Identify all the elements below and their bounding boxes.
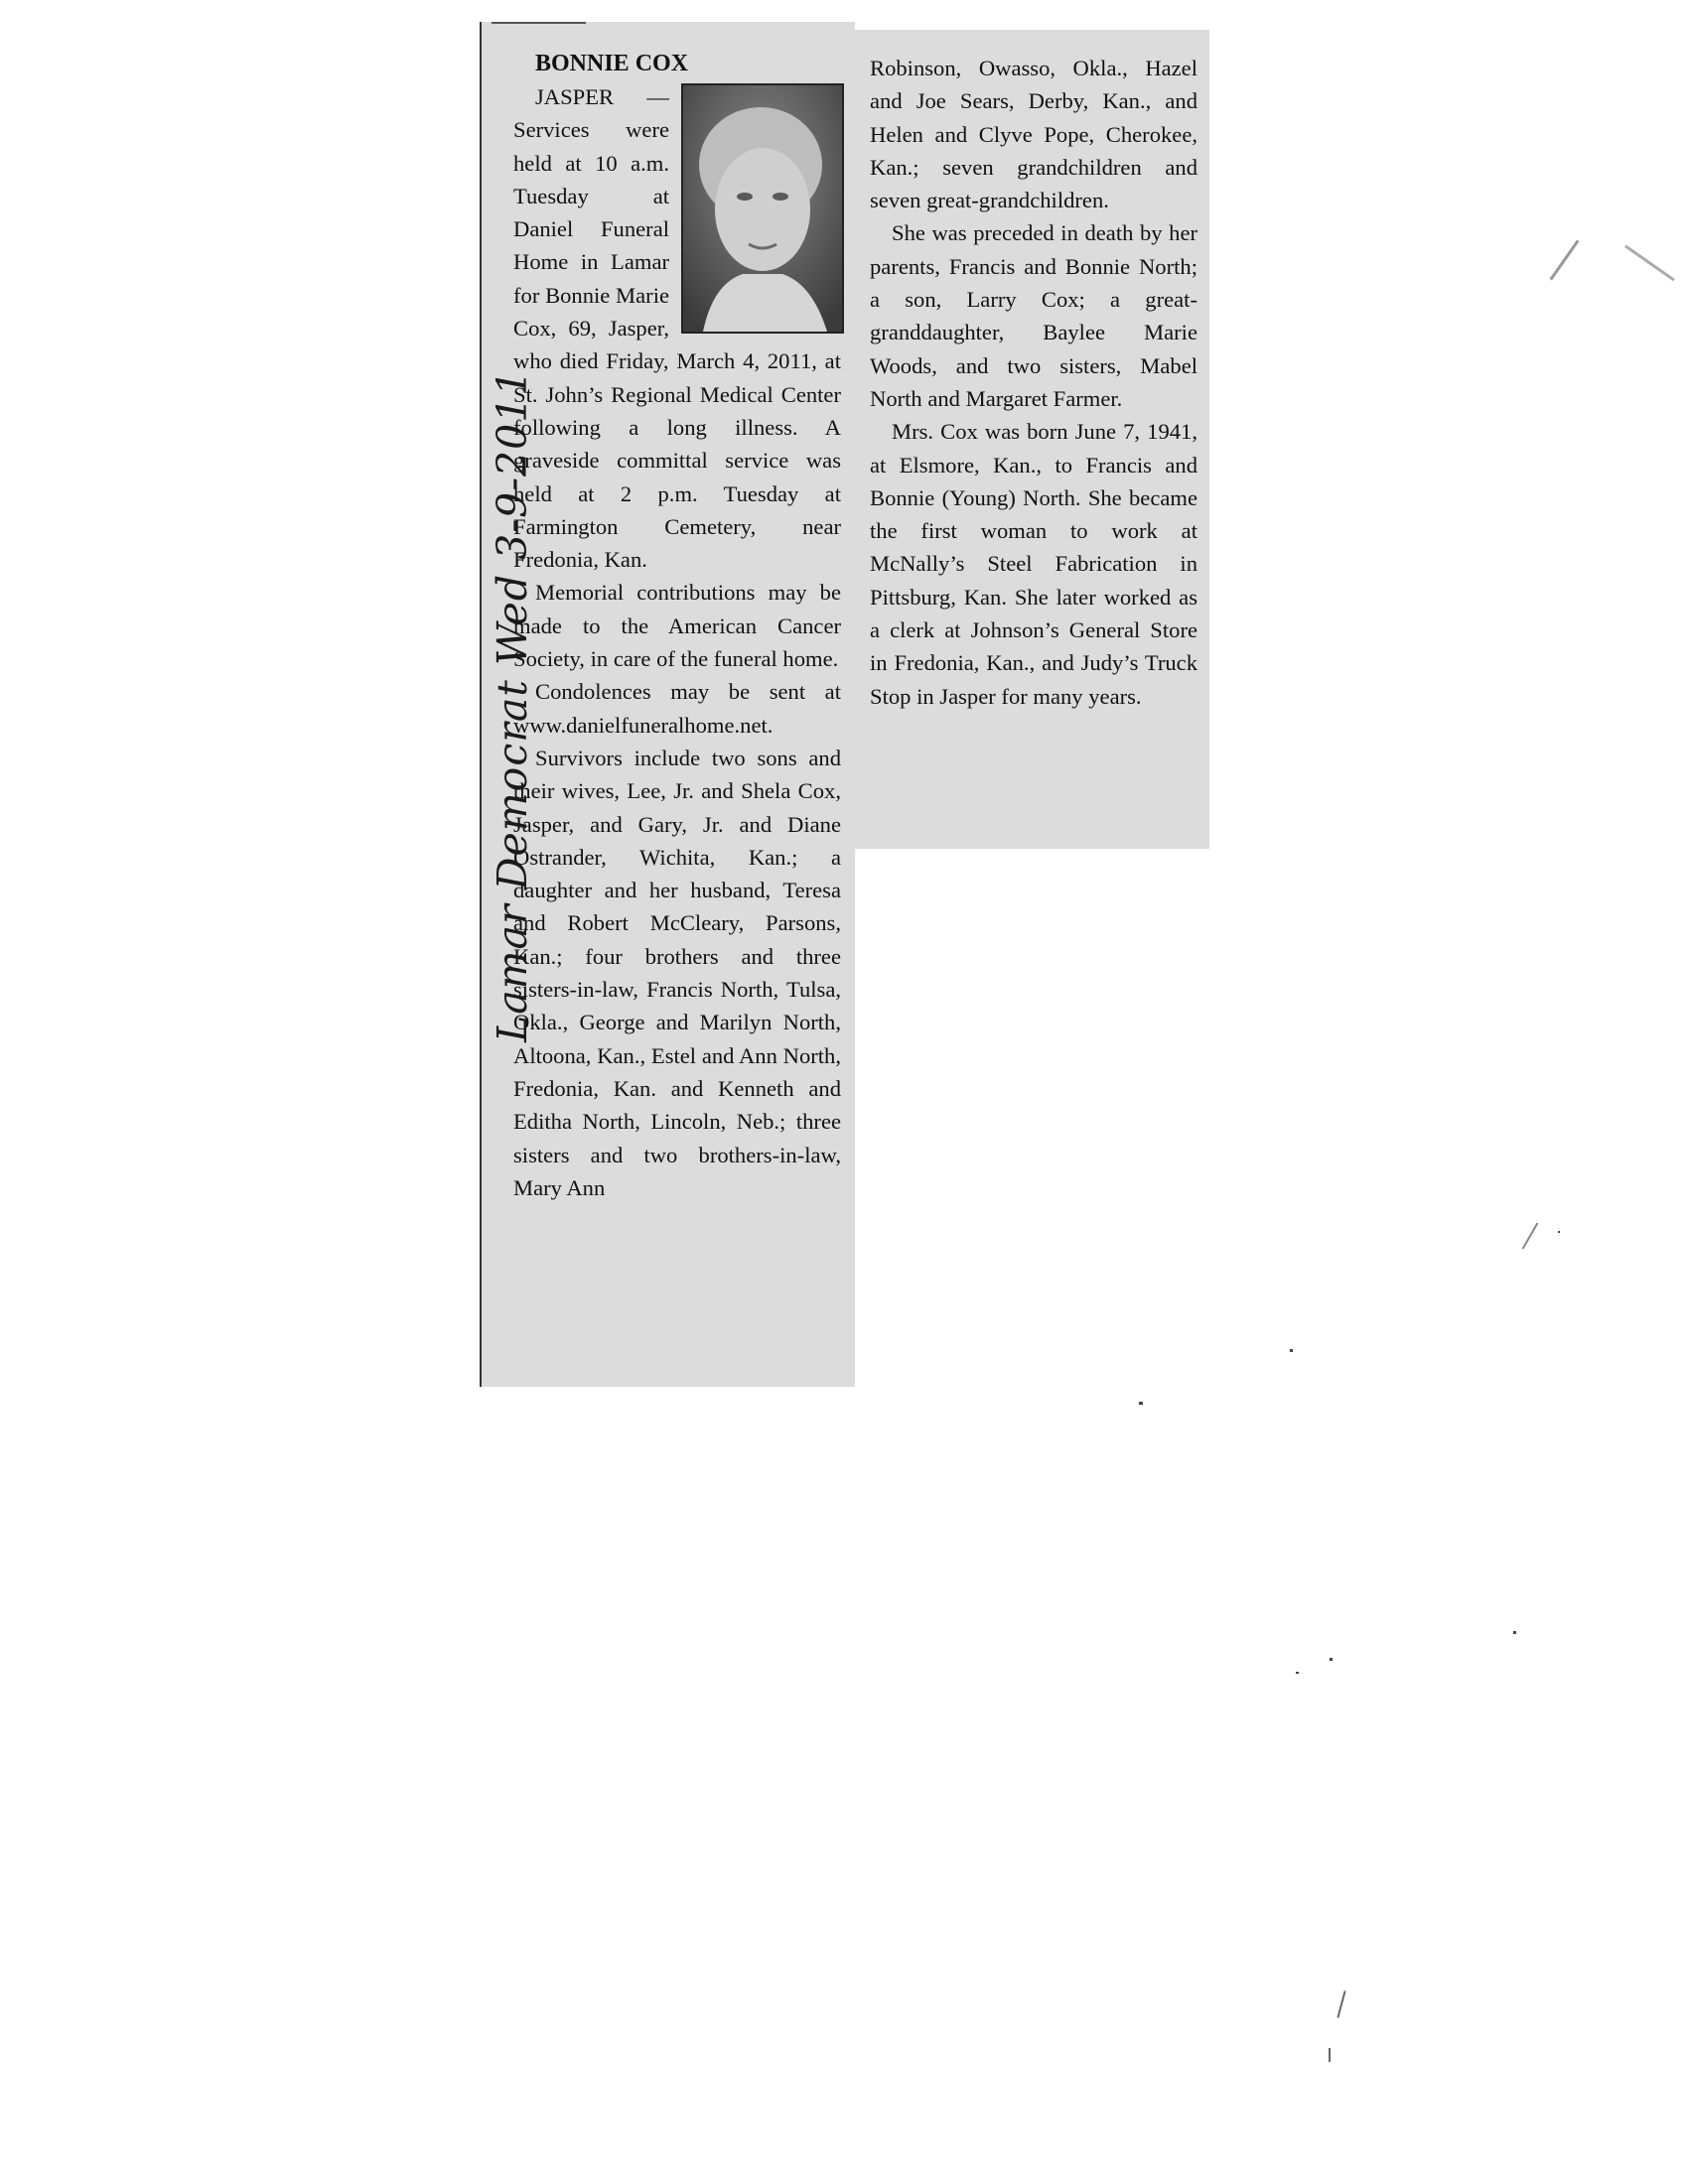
obituary-paragraph-memorials: Memorial contributions may be made to the American Cancer Society, in care of the funeral home.	[513, 580, 841, 672]
scan-speck	[1513, 1631, 1516, 1634]
obituary-paragraph-services: JASPER — Services were held at 10 a.m. Tuesday at Daniel Funeral Home in Lamar for Bonnie Marie Cox, 69, Jasper, who died Friday, March 4, 2011, at St. John’s Regional Medical Center following a long illness. A graveside committal service was held at 2 p.m. Tuesday at Farmington Cemetery, near Fredonia, Kan.	[513, 84, 841, 573]
obituary-headline: BONNIE COX	[535, 51, 689, 76]
scan-mark	[1329, 2048, 1331, 2062]
obituary-column-right	[870, 52, 1197, 713]
scan-speck	[1290, 1349, 1293, 1352]
scan-speck	[1296, 1672, 1299, 1674]
obituary-paragraph-preceded: She was preceded in death by her parents, Francis and Bonnie North; a son, Larry Cox; a great-granddaughter, Baylee Marie Woods, and two sisters, Mabel North and Margaret Farmer.	[870, 220, 1197, 411]
scan-mark	[1522, 1223, 1539, 1250]
obituary-column-left	[513, 48, 841, 1204]
scan-mark	[1624, 245, 1675, 282]
scan-speck	[1139, 1402, 1143, 1405]
clipping-top-edge	[492, 22, 586, 24]
handwritten-source-note: Lamar Democrat Wed 3-9-2011	[489, 368, 536, 1042]
obituary-paragraph-survivors-continued: Robinson, Owasso, Okla., Hazel and Joe Sears, Derby, Kan., and Helen and Clyve Pope, Cherokee, Kan.; seven grandchildren and seven great-grandchildren.	[870, 56, 1197, 213]
obituary-paragraph-condolences: Condolences may be sent at www.danielfuneralhome.net.	[513, 679, 841, 738]
portrait-photo	[681, 83, 844, 334]
scan-mark	[1336, 1990, 1345, 2018]
scan-speck	[1558, 1231, 1560, 1233]
obituary-paragraph-survivors: Survivors include two sons and their wives, Lee, Jr. and Shela Cox, Jasper, and Gary, Jr. and Diane Ostrander, Wichita, Kan.; a daughter and her husband, Teresa and Robert McCleary, Parsons, Kan.; four brothers and three sisters-in-law, Francis North, Tulsa, Okla., George and Marilyn North, Altoona, Kan., Estel and Ann North, Fredonia, Kan. and Kenneth and Editha North, Lincoln, Neb.; three sisters and two brothers-in-law, Mary Ann	[513, 745, 841, 1200]
scan-speck	[1330, 1658, 1333, 1661]
obituary-paragraph-biography: Mrs. Cox was born June 7, 1941, at Elsmore, Kan., to Francis and Bonnie (Young) North. She became the first woman to work at McNally’s Steel Fabrication in Pittsburg, Kan. She later worked as a clerk at Johnson’s General Store in Fredonia, Kan., and Judy’s Truck Stop in Jasper for many years.	[870, 419, 1197, 709]
scan-mark	[1550, 239, 1580, 280]
